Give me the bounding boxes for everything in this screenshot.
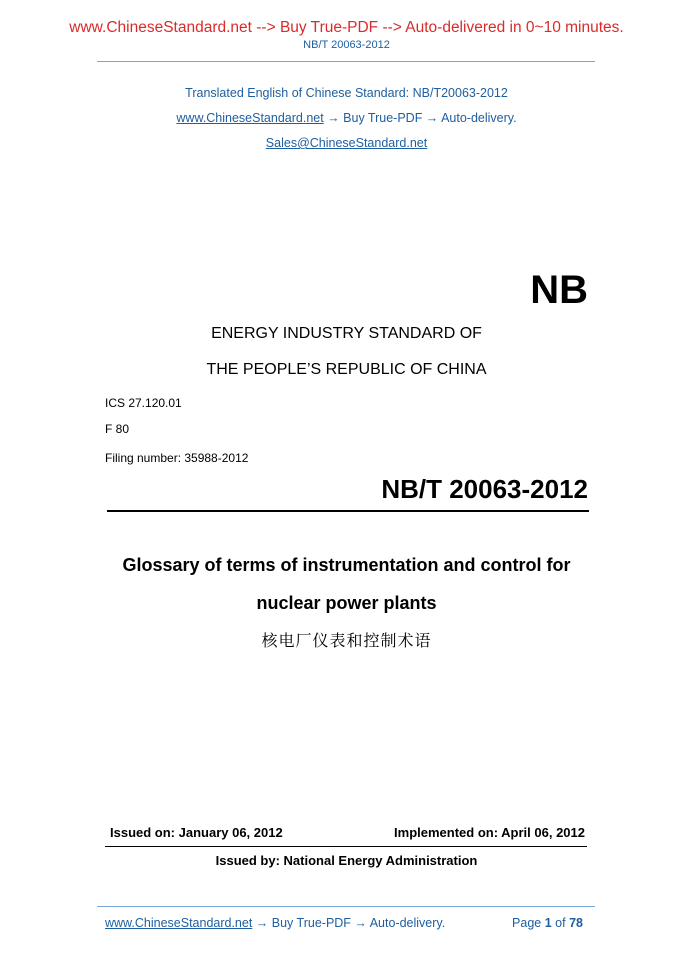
promo-banner[interactable]: www.ChineseStandard.net --> Buy True-PDF --> Auto-delivered in 0~10 minutes.: [69, 19, 624, 36]
header-standard-id: NB/T 20063-2012: [303, 39, 390, 51]
ccs-code: F 80: [105, 422, 130, 436]
standard-type-line2: THE PEOPLE’S REPUBLIC OF CHINA: [206, 361, 487, 378]
site-line-suffix: → Buy True-PDF → Auto-delivery.: [323, 111, 517, 125]
site-line: [0, 111, 693, 125]
issued-divider: [105, 846, 587, 847]
footer-site-suffix: → Buy True-PDF → Auto-delivery.: [252, 916, 446, 930]
page-of: of: [555, 916, 566, 930]
footer-site-link[interactable]: www.ChineseStandard.net: [105, 916, 253, 930]
page-indicator: [512, 916, 583, 930]
standard-number: NB/T 20063-2012: [381, 474, 588, 504]
ics-code: ICS 27.120.01: [105, 396, 182, 410]
standard-type-line1: ENERGY INDUSTRY STANDARD OF: [211, 325, 482, 342]
email-link[interactable]: Sales@ChineseStandard.net: [265, 136, 428, 150]
header-divider: [97, 61, 595, 62]
email-line: [0, 136, 693, 150]
filing-number: Filing number: 35988-2012: [105, 451, 249, 465]
page-label: Page: [512, 916, 542, 930]
page-total: 78: [569, 916, 583, 930]
title-en-line1: Glossary of terms of instrumentation and control for: [122, 555, 571, 575]
standard-number-divider: [107, 510, 589, 512]
title-en-line2: nuclear power plants: [256, 593, 437, 613]
site-link[interactable]: www.ChineseStandard.net: [176, 111, 324, 125]
issued-by: Issued by: National Energy Administration: [215, 853, 478, 868]
title-cn: 核电厂仪表和控制术语: [261, 633, 432, 650]
footer-divider: [97, 906, 595, 907]
nb-logo: NB: [530, 268, 588, 312]
footer-site-line: [105, 916, 445, 930]
issued-on: Issued on: January 06, 2012: [110, 825, 283, 840]
translated-notice: Translated English of Chinese Standard: NB/T20063-2012: [185, 86, 508, 100]
implemented-on: Implemented on: April 06, 2012: [394, 825, 585, 840]
page-current: 1: [544, 916, 552, 930]
